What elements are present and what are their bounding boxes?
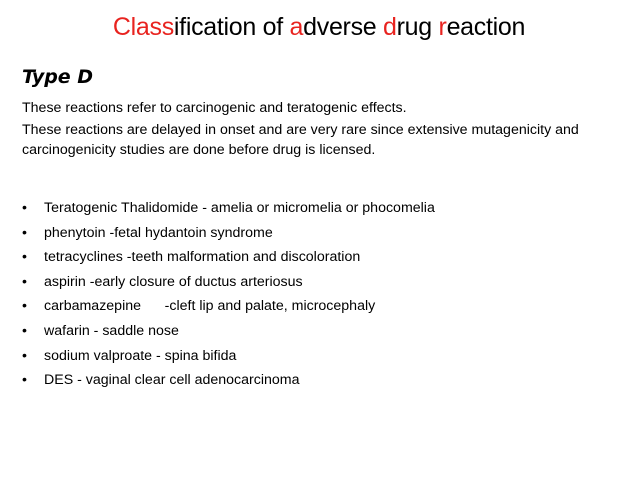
bullet-icon: • (22, 200, 27, 216)
title-segment: rug (396, 13, 439, 41)
bullet-icon: • (22, 273, 27, 290)
description-block (22, 98, 622, 162)
list-item (22, 270, 435, 295)
bullet-icon: • (22, 298, 27, 315)
title-segment: eaction (446, 13, 526, 41)
list-item-text: DES - vaginal clear cell adenocarcinoma (44, 372, 300, 389)
title-segment: r (438, 13, 447, 41)
list-item (22, 221, 435, 246)
bullet-icon: • (22, 347, 27, 364)
description-paragraph: These reactions are delayed in onset and are very rare since extensive mutagenicity and carcinogenicity studies are done before drug is licensed. (22, 122, 579, 158)
description-paragraph: These reactions refer to carcinogenic and teratogenic effects. (22, 100, 407, 116)
list-item (22, 319, 435, 344)
list-item-text: sodium valproate - spina bifida (44, 347, 237, 364)
bullet-icon: • (22, 372, 27, 389)
list-item (22, 294, 435, 319)
list-item-text: tetracyclines -teeth malformation and discoloration (44, 249, 361, 266)
list-item-text: carbamazepine -cleft lip and palate, microcephaly (44, 298, 376, 315)
title-segment: Class (112, 13, 174, 41)
list-item (22, 245, 435, 270)
list-item-text: aspirin -early closure of ductus arteriosus (44, 273, 303, 290)
bullet-icon: • (22, 224, 27, 241)
list-item-text: Teratogenic Thalidomide - amelia or micromelia or phocomelia (44, 200, 435, 216)
title-segment: d (383, 13, 397, 41)
list-item (22, 368, 435, 393)
list-item-text: phenytoin -fetal hydantoin syndrome (44, 224, 273, 241)
drug-effects-list (22, 196, 435, 393)
title-segment: dverse (303, 13, 384, 41)
bullet-icon: • (22, 322, 27, 339)
list-item (22, 196, 435, 221)
list-item-text: wafarin - saddle nose (44, 322, 179, 339)
title-segment: a (289, 13, 304, 41)
bullet-icon: • (22, 249, 27, 266)
slide-title (0, 10, 638, 44)
title-segment: ification of (173, 13, 290, 41)
list-item (22, 344, 435, 369)
section-subtitle: Type D (22, 66, 94, 88)
